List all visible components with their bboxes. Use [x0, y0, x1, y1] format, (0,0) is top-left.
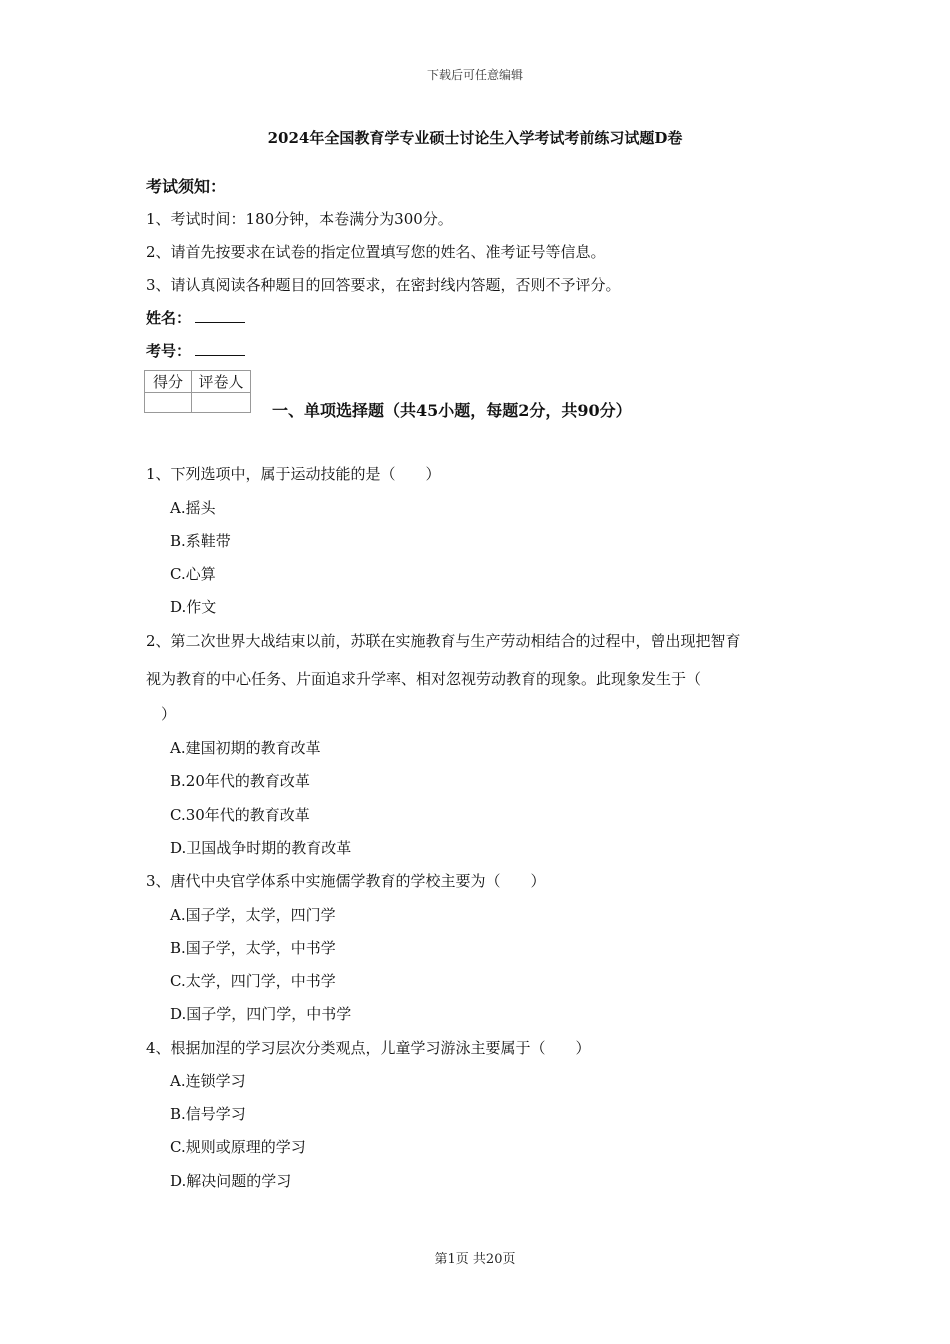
option-a: A.建国初期的教育改革	[170, 739, 321, 757]
question-stem: 1、下列选项中，属于运动技能的是（ ）	[146, 465, 441, 483]
section-title: 一、单项选择题（共45小题，每题2分，共90分）	[272, 401, 632, 420]
option-b: B.系鞋带	[170, 532, 231, 550]
option-b: B.20年代的教育改革	[170, 772, 310, 790]
option-d: D.卫国战争时期的教育改革	[170, 839, 352, 857]
option-c: C.太学，四门学，中书学	[170, 972, 336, 990]
option-b: B.信号学习	[170, 1105, 246, 1123]
document-title: 2024年全国教育学专业硕士讨论生入学考试考前练习试题D卷	[267, 129, 683, 147]
question-stem: 4、根据加涅的学习层次分类观点，儿童学习游泳主要属于（ ）	[146, 1039, 591, 1057]
grader-header: 评卷人	[192, 371, 251, 393]
option-d: D.国子学，四门学，中书学	[170, 1005, 352, 1023]
name-blank	[195, 308, 245, 323]
score-cell	[145, 393, 192, 413]
option-a: A.摇头	[170, 499, 216, 517]
option-d: D.作文	[170, 598, 217, 616]
exam-id-blank	[195, 341, 245, 356]
question-stem-line: ）	[146, 705, 177, 723]
exam-id-label: 考号：	[146, 342, 192, 360]
option-a: A.连锁学习	[170, 1072, 246, 1090]
notice-heading: 考试须知：	[146, 177, 227, 196]
notice-item: 2、请首先按要求在试卷的指定位置填写您的姓名、准考证号等信息。	[146, 243, 606, 261]
name-label: 姓名：	[146, 309, 192, 327]
option-d: D.解决问题的学习	[170, 1172, 292, 1190]
notice-item: 1、考试时间：180分钟，本卷满分为300分。	[146, 210, 453, 228]
name-field	[146, 307, 245, 328]
score-table	[144, 370, 251, 413]
exam-id-field	[146, 340, 245, 361]
question-stem-line: 视为教育的中心任务、片面追求升学率、相对忽视劳动教育的现象。此现象发生于（	[146, 670, 702, 688]
score-header: 得分	[145, 371, 192, 393]
option-c: C.规则或原理的学习	[170, 1138, 306, 1156]
option-c: C.心算	[170, 565, 216, 583]
option-b: B.国子学，太学，中书学	[170, 939, 336, 957]
page-footer: 第1页 共20页	[434, 1252, 516, 1267]
header-note: 下载后可任意编辑	[426, 68, 523, 82]
grader-cell	[192, 393, 251, 413]
option-a: A.国子学，太学，四门学	[170, 906, 336, 924]
question-stem: 3、唐代中央官学体系中实施儒学教育的学校主要为（ ）	[146, 872, 546, 890]
notice-item: 3、请认真阅读各种题目的回答要求，在密封线内答题，否则不予评分。	[146, 276, 621, 294]
option-c: C.30年代的教育改革	[170, 806, 310, 824]
question-stem-line: 2、第二次世界大战结束以前，苏联在实施教育与生产劳动相结合的过程中，曾出现把智育	[146, 632, 741, 650]
